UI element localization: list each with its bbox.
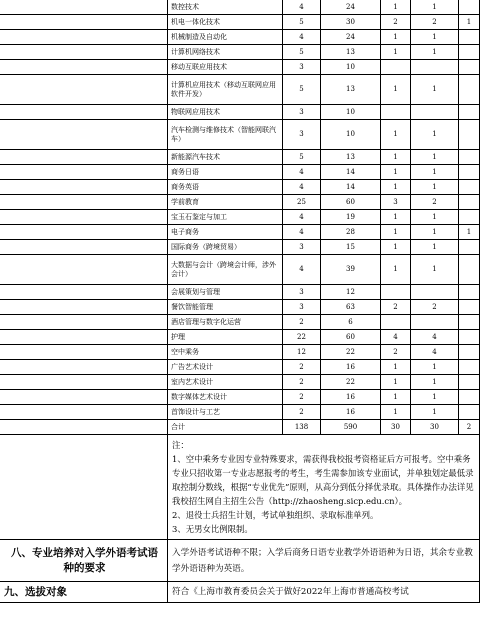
cell-c5 — [459, 405, 480, 420]
cell-c2: 24 — [321, 30, 381, 45]
note-1: 1、空中乘务专业因专业特殊要求，需获得我校报考资格证后方可报考。空中乘务专业只招收第一专业志愿报考的考生，考生需参加该专业面试，并单独划定最低录取控制分数线，根据“专业优先”原则，从高分到低分择优录取。具体操作办法详见我校招生网自主招生公告（http://zhaosheng.sicp.edu.cn）。 — [172, 454, 474, 506]
cell-c4: 1 — [411, 210, 459, 225]
row-left-cell — [0, 165, 168, 180]
notes-cell — [168, 435, 480, 540]
cell-c1: 2 — [283, 315, 321, 330]
row-left-cell — [0, 150, 168, 165]
cell-c1: 5 — [283, 15, 321, 30]
cell-c2: 10 — [321, 105, 381, 120]
row-left-cell — [0, 75, 168, 105]
cell-c5 — [459, 240, 480, 255]
cell-c1: 2 — [283, 390, 321, 405]
cell-c2: 60 — [321, 330, 381, 345]
major-name: 电子商务 — [168, 225, 283, 240]
cell-c4: 2 — [411, 300, 459, 315]
cell-c5 — [459, 210, 480, 225]
cell-c3: 1 — [381, 30, 411, 45]
table-row — [0, 105, 480, 120]
table-row — [0, 0, 480, 15]
cell-c1: 4 — [283, 255, 321, 285]
row-left-cell — [0, 255, 168, 285]
major-name: 餐饮智能管理 — [168, 300, 283, 315]
cell-c2: 30 — [321, 15, 381, 30]
section-9-text: 符合《上海市教育委员会关于做好2022年上海市普通高校考试 — [168, 582, 480, 603]
cell-c3 — [381, 105, 411, 120]
notes-title: 注： — [172, 440, 189, 450]
cell-c1: 4 — [283, 165, 321, 180]
row-left-cell — [0, 15, 168, 30]
cell-c2: 14 — [321, 165, 381, 180]
cell-c3: 3 — [381, 195, 411, 210]
cell-c1: 2 — [283, 375, 321, 390]
table-row — [0, 375, 480, 390]
cell-c3: 1 — [381, 405, 411, 420]
cell-c5 — [459, 120, 480, 150]
table-row — [0, 60, 480, 75]
cell-c3: 1 — [381, 120, 411, 150]
cell-c3: 2 — [381, 345, 411, 360]
cell-c1: 3 — [283, 120, 321, 150]
cell-c3: 1 — [381, 225, 411, 240]
cell-c2: 12 — [321, 285, 381, 300]
cell-c1: 12 — [283, 345, 321, 360]
table-row — [0, 285, 480, 300]
cell-c5 — [459, 150, 480, 165]
cell-c5 — [459, 255, 480, 285]
cell-c2: 16 — [321, 360, 381, 375]
cell-c1: 25 — [283, 195, 321, 210]
cell-c5 — [459, 0, 480, 15]
cell-c4: 1 — [411, 45, 459, 60]
cell-c3: 1 — [381, 150, 411, 165]
section-8-label: 八、专业培养对入学外语考试语种的要求 — [0, 540, 168, 582]
major-name: 计算机应用技术（移动互联网应用软件开发） — [168, 75, 283, 105]
row-left-cell — [0, 195, 168, 210]
row-left-cell — [0, 345, 168, 360]
cell-c1: 4 — [283, 210, 321, 225]
cell-c4: 4 — [411, 345, 459, 360]
cell-c5 — [459, 180, 480, 195]
cell-c3 — [381, 60, 411, 75]
table-row — [0, 45, 480, 60]
table-row — [0, 30, 480, 45]
major-name: 新能源汽车技术 — [168, 150, 283, 165]
cell-c1: 5 — [283, 150, 321, 165]
cell-c3 — [381, 315, 411, 330]
table-row — [0, 120, 480, 150]
cell-c5 — [459, 330, 480, 345]
cell-c3: 1 — [381, 390, 411, 405]
cell-c2: 13 — [321, 45, 381, 60]
cell-c5 — [459, 345, 480, 360]
cell-c1: 4 — [283, 225, 321, 240]
row-left-cell — [0, 225, 168, 240]
cell-c5 — [459, 105, 480, 120]
cell-c4: 1 — [411, 375, 459, 390]
cell-c4: 30 — [411, 420, 459, 435]
cell-c2: 13 — [321, 150, 381, 165]
cell-c3: 2 — [381, 300, 411, 315]
table-row — [0, 330, 480, 345]
table-row — [0, 165, 480, 180]
major-name: 合计 — [168, 420, 283, 435]
table-row — [0, 225, 480, 240]
major-name: 汽车检测与维修技术（智能网联汽车） — [168, 120, 283, 150]
major-name: 护理 — [168, 330, 283, 345]
major-name: 空中乘务 — [168, 345, 283, 360]
cell-c4: 1 — [411, 225, 459, 240]
row-left-cell — [0, 330, 168, 345]
cell-c3: 1 — [381, 180, 411, 195]
cell-c4: 1 — [411, 390, 459, 405]
major-name: 酒店管理与数字化运营 — [168, 315, 283, 330]
cell-c2: 10 — [321, 60, 381, 75]
cell-c2: 16 — [321, 405, 381, 420]
cell-c5 — [459, 195, 480, 210]
cell-c3: 1 — [381, 360, 411, 375]
row-left-cell — [0, 210, 168, 225]
table-row — [0, 315, 480, 330]
table-row — [0, 420, 480, 435]
cell-c4: 1 — [411, 120, 459, 150]
cell-c3: 2 — [381, 15, 411, 30]
notes-left-cell — [0, 435, 168, 540]
cell-c4: 1 — [411, 165, 459, 180]
note-3: 3、无男女比例限制。 — [172, 524, 253, 534]
cell-c2: 10 — [321, 120, 381, 150]
cell-c1: 22 — [283, 330, 321, 345]
major-name: 室内艺术设计 — [168, 375, 283, 390]
row-left-cell — [0, 285, 168, 300]
cell-c3: 1 — [381, 240, 411, 255]
cell-c4: 1 — [411, 30, 459, 45]
major-name: 学前教育 — [168, 195, 283, 210]
major-name: 计算机网络技术 — [168, 45, 283, 60]
cell-c3: 1 — [381, 165, 411, 180]
section-9-label: 九、选拔对象 — [0, 582, 168, 603]
table-row — [0, 255, 480, 285]
cell-c1: 4 — [283, 0, 321, 15]
cell-c2: 63 — [321, 300, 381, 315]
cell-c3: 1 — [381, 0, 411, 15]
row-left-cell — [0, 180, 168, 195]
table-row — [0, 15, 480, 30]
cell-c5 — [459, 375, 480, 390]
cell-c1: 4 — [283, 180, 321, 195]
cell-c3: 30 — [381, 420, 411, 435]
cell-c5 — [459, 75, 480, 105]
cell-c5 — [459, 285, 480, 300]
cell-c5 — [459, 360, 480, 375]
cell-c1: 5 — [283, 45, 321, 60]
cell-c4: 1 — [411, 180, 459, 195]
cell-c3: 1 — [381, 255, 411, 285]
major-name: 首饰设计与工艺 — [168, 405, 283, 420]
cell-c1: 2 — [283, 360, 321, 375]
cell-c2: 15 — [321, 240, 381, 255]
cell-c1: 2 — [283, 405, 321, 420]
cell-c4: 1 — [411, 255, 459, 285]
cell-c5 — [459, 315, 480, 330]
cell-c2: 24 — [321, 0, 381, 15]
cell-c4 — [411, 60, 459, 75]
cell-c4: 1 — [411, 150, 459, 165]
major-name: 宝玉石鉴定与加工 — [168, 210, 283, 225]
major-name: 物联网应用技术 — [168, 105, 283, 120]
cell-c5 — [459, 30, 480, 45]
row-left-cell — [0, 0, 168, 15]
row-left-cell — [0, 390, 168, 405]
table-row — [0, 75, 480, 105]
table-row — [0, 390, 480, 405]
major-name: 广告艺术设计 — [168, 360, 283, 375]
row-left-cell — [0, 240, 168, 255]
cell-c1: 3 — [283, 285, 321, 300]
cell-c5: 1 — [459, 225, 480, 240]
row-left-cell — [0, 360, 168, 375]
row-left-cell — [0, 375, 168, 390]
table-row — [0, 150, 480, 165]
major-name: 商务日语 — [168, 165, 283, 180]
cell-c2: 19 — [321, 210, 381, 225]
row-left-cell — [0, 315, 168, 330]
cell-c5 — [459, 45, 480, 60]
major-name: 大数据与会计（跨境会计师，涉外会计） — [168, 255, 283, 285]
cell-c1: 138 — [283, 420, 321, 435]
cell-c1: 5 — [283, 75, 321, 105]
cell-c2: 22 — [321, 345, 381, 360]
cell-c4: 1 — [411, 0, 459, 15]
cell-c4: 1 — [411, 360, 459, 375]
major-name: 机械制造及自动化 — [168, 30, 283, 45]
row-left-cell — [0, 120, 168, 150]
cell-c4: 1 — [411, 75, 459, 105]
cell-c1: 3 — [283, 300, 321, 315]
row-left-cell — [0, 420, 168, 435]
row-left-cell — [0, 105, 168, 120]
table-row — [0, 300, 480, 315]
cell-c3: 1 — [381, 375, 411, 390]
row-left-cell — [0, 45, 168, 60]
cell-c5 — [459, 300, 480, 315]
cell-c1: 3 — [283, 60, 321, 75]
table-row — [0, 345, 480, 360]
cell-c4: 1 — [411, 240, 459, 255]
cell-c1: 3 — [283, 240, 321, 255]
cell-c2: 28 — [321, 225, 381, 240]
cell-c1: 4 — [283, 30, 321, 45]
section-9-row — [0, 582, 480, 603]
section-8-row — [0, 540, 480, 582]
cell-c4 — [411, 105, 459, 120]
cell-c3: 1 — [381, 45, 411, 60]
table-row — [0, 195, 480, 210]
cell-c4 — [411, 315, 459, 330]
cell-c5 — [459, 165, 480, 180]
cell-c4: 1 — [411, 405, 459, 420]
cell-c3 — [381, 285, 411, 300]
cell-c5: 2 — [459, 420, 480, 435]
table-row — [0, 210, 480, 225]
cell-c2: 39 — [321, 255, 381, 285]
cell-c3: 4 — [381, 330, 411, 345]
row-left-cell — [0, 60, 168, 75]
cell-c2: 22 — [321, 375, 381, 390]
row-left-cell — [0, 300, 168, 315]
cell-c5 — [459, 390, 480, 405]
cell-c2: 13 — [321, 75, 381, 105]
major-name: 数控技术 — [168, 0, 283, 15]
cell-c5: 1 — [459, 15, 480, 30]
cell-c3: 1 — [381, 210, 411, 225]
cell-c2: 16 — [321, 390, 381, 405]
major-name: 国际商务（跨境贸易） — [168, 240, 283, 255]
table-row — [0, 405, 480, 420]
major-name: 机电一体化技术 — [168, 15, 283, 30]
major-name: 商务英语 — [168, 180, 283, 195]
major-name: 会展策划与管理 — [168, 285, 283, 300]
cell-c4: 4 — [411, 330, 459, 345]
note-2: 2、退役士兵招生计划，考试单独组织、录取标准单列。 — [172, 510, 379, 520]
cell-c2: 14 — [321, 180, 381, 195]
cell-c3: 1 — [381, 75, 411, 105]
table-row — [0, 360, 480, 375]
table-row — [0, 240, 480, 255]
cell-c1: 3 — [283, 105, 321, 120]
cell-c4 — [411, 285, 459, 300]
section-8-text: 入学外语考试语种不限；入学后商务日语专业教学外语语种为日语，其余专业教学外语语种为英语。 — [168, 540, 480, 582]
cell-c4: 2 — [411, 195, 459, 210]
notes-row — [0, 435, 480, 540]
cell-c5 — [459, 60, 480, 75]
major-name: 移动互联应用技术 — [168, 60, 283, 75]
cell-c4: 2 — [411, 15, 459, 30]
cell-c2: 590 — [321, 420, 381, 435]
cell-c2: 60 — [321, 195, 381, 210]
cell-c2: 6 — [321, 315, 381, 330]
major-name: 数字媒体艺术设计 — [168, 390, 283, 405]
row-left-cell — [0, 405, 168, 420]
row-left-cell — [0, 30, 168, 45]
table-row — [0, 180, 480, 195]
